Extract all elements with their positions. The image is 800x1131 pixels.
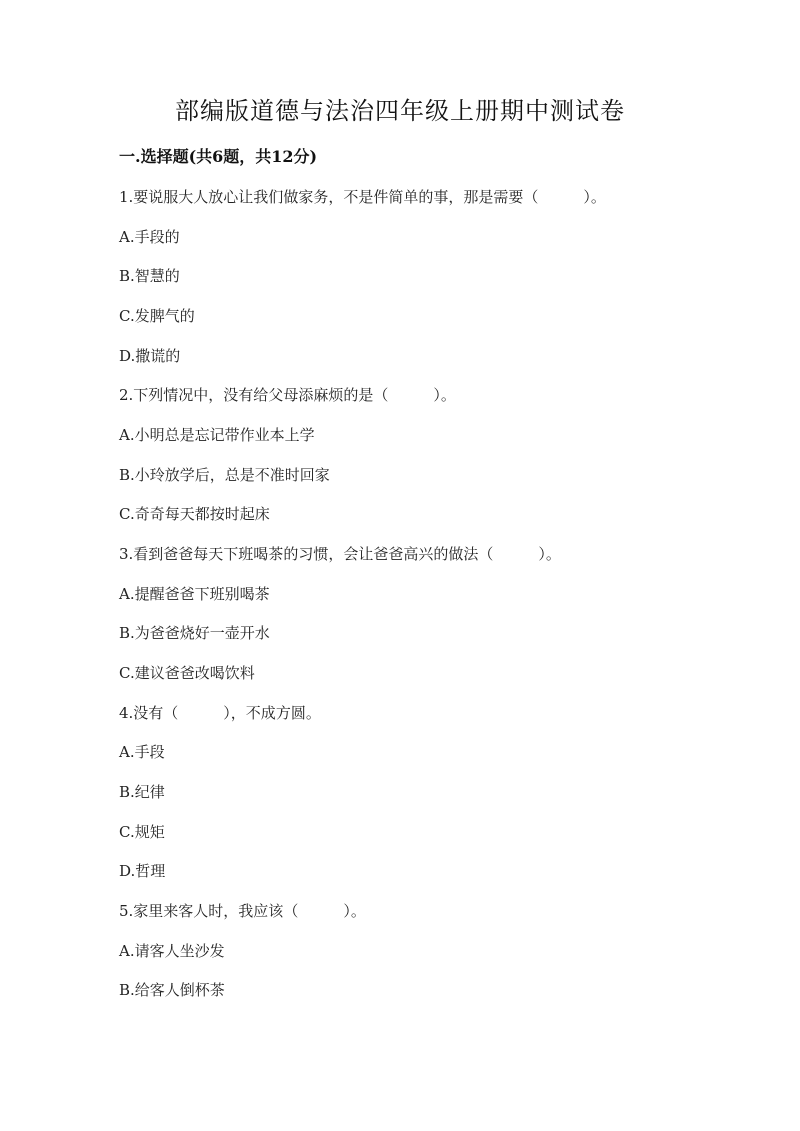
answer-option: D.撒谎的 [119, 347, 181, 365]
answer-option: A.小明总是忘记带作业本上学 [119, 426, 315, 444]
answer-option: A.请客人坐沙发 [119, 942, 225, 960]
answer-option: C.规矩 [119, 823, 165, 841]
question-stem: 3.看到爸爸每天下班喝茶的习惯，会让爸爸高兴的做法（ ）。 [119, 545, 561, 563]
question-stem: 2.下列情况中，没有给父母添麻烦的是（ ）。 [119, 386, 456, 404]
answer-option: B.纪律 [119, 783, 165, 801]
section-heading: 一.选择题(共6题，共12分) [119, 147, 318, 166]
answer-option: C.奇奇每天都按时起床 [119, 505, 270, 523]
answer-option: C.发脾气的 [119, 307, 195, 325]
answer-option: A.手段 [119, 743, 165, 761]
answer-option: B.智慧的 [119, 267, 180, 285]
answer-option: B.给客人倒杯茶 [119, 981, 225, 999]
answer-option: B.为爸爸烧好一壶开水 [119, 624, 270, 642]
question-stem: 1.要说服大人放心让我们做家务，不是件简单的事，那是需要（ ）。 [119, 188, 606, 206]
answer-option: C.建议爸爸改喝饮料 [119, 664, 255, 682]
page-title: 部编版道德与法治四年级上册期中测试卷 [175, 97, 625, 125]
answer-option: A.手段的 [119, 228, 180, 246]
question-stem: 5.家里来客人时，我应该（ ）。 [119, 902, 366, 920]
answer-option: A.提醒爸爸下班别喝茶 [119, 585, 270, 603]
answer-option: D.哲理 [119, 862, 166, 880]
question-stem: 4.没有（ ），不成方圆。 [119, 704, 321, 722]
answer-option: B.小玲放学后，总是不准时回家 [119, 466, 330, 484]
